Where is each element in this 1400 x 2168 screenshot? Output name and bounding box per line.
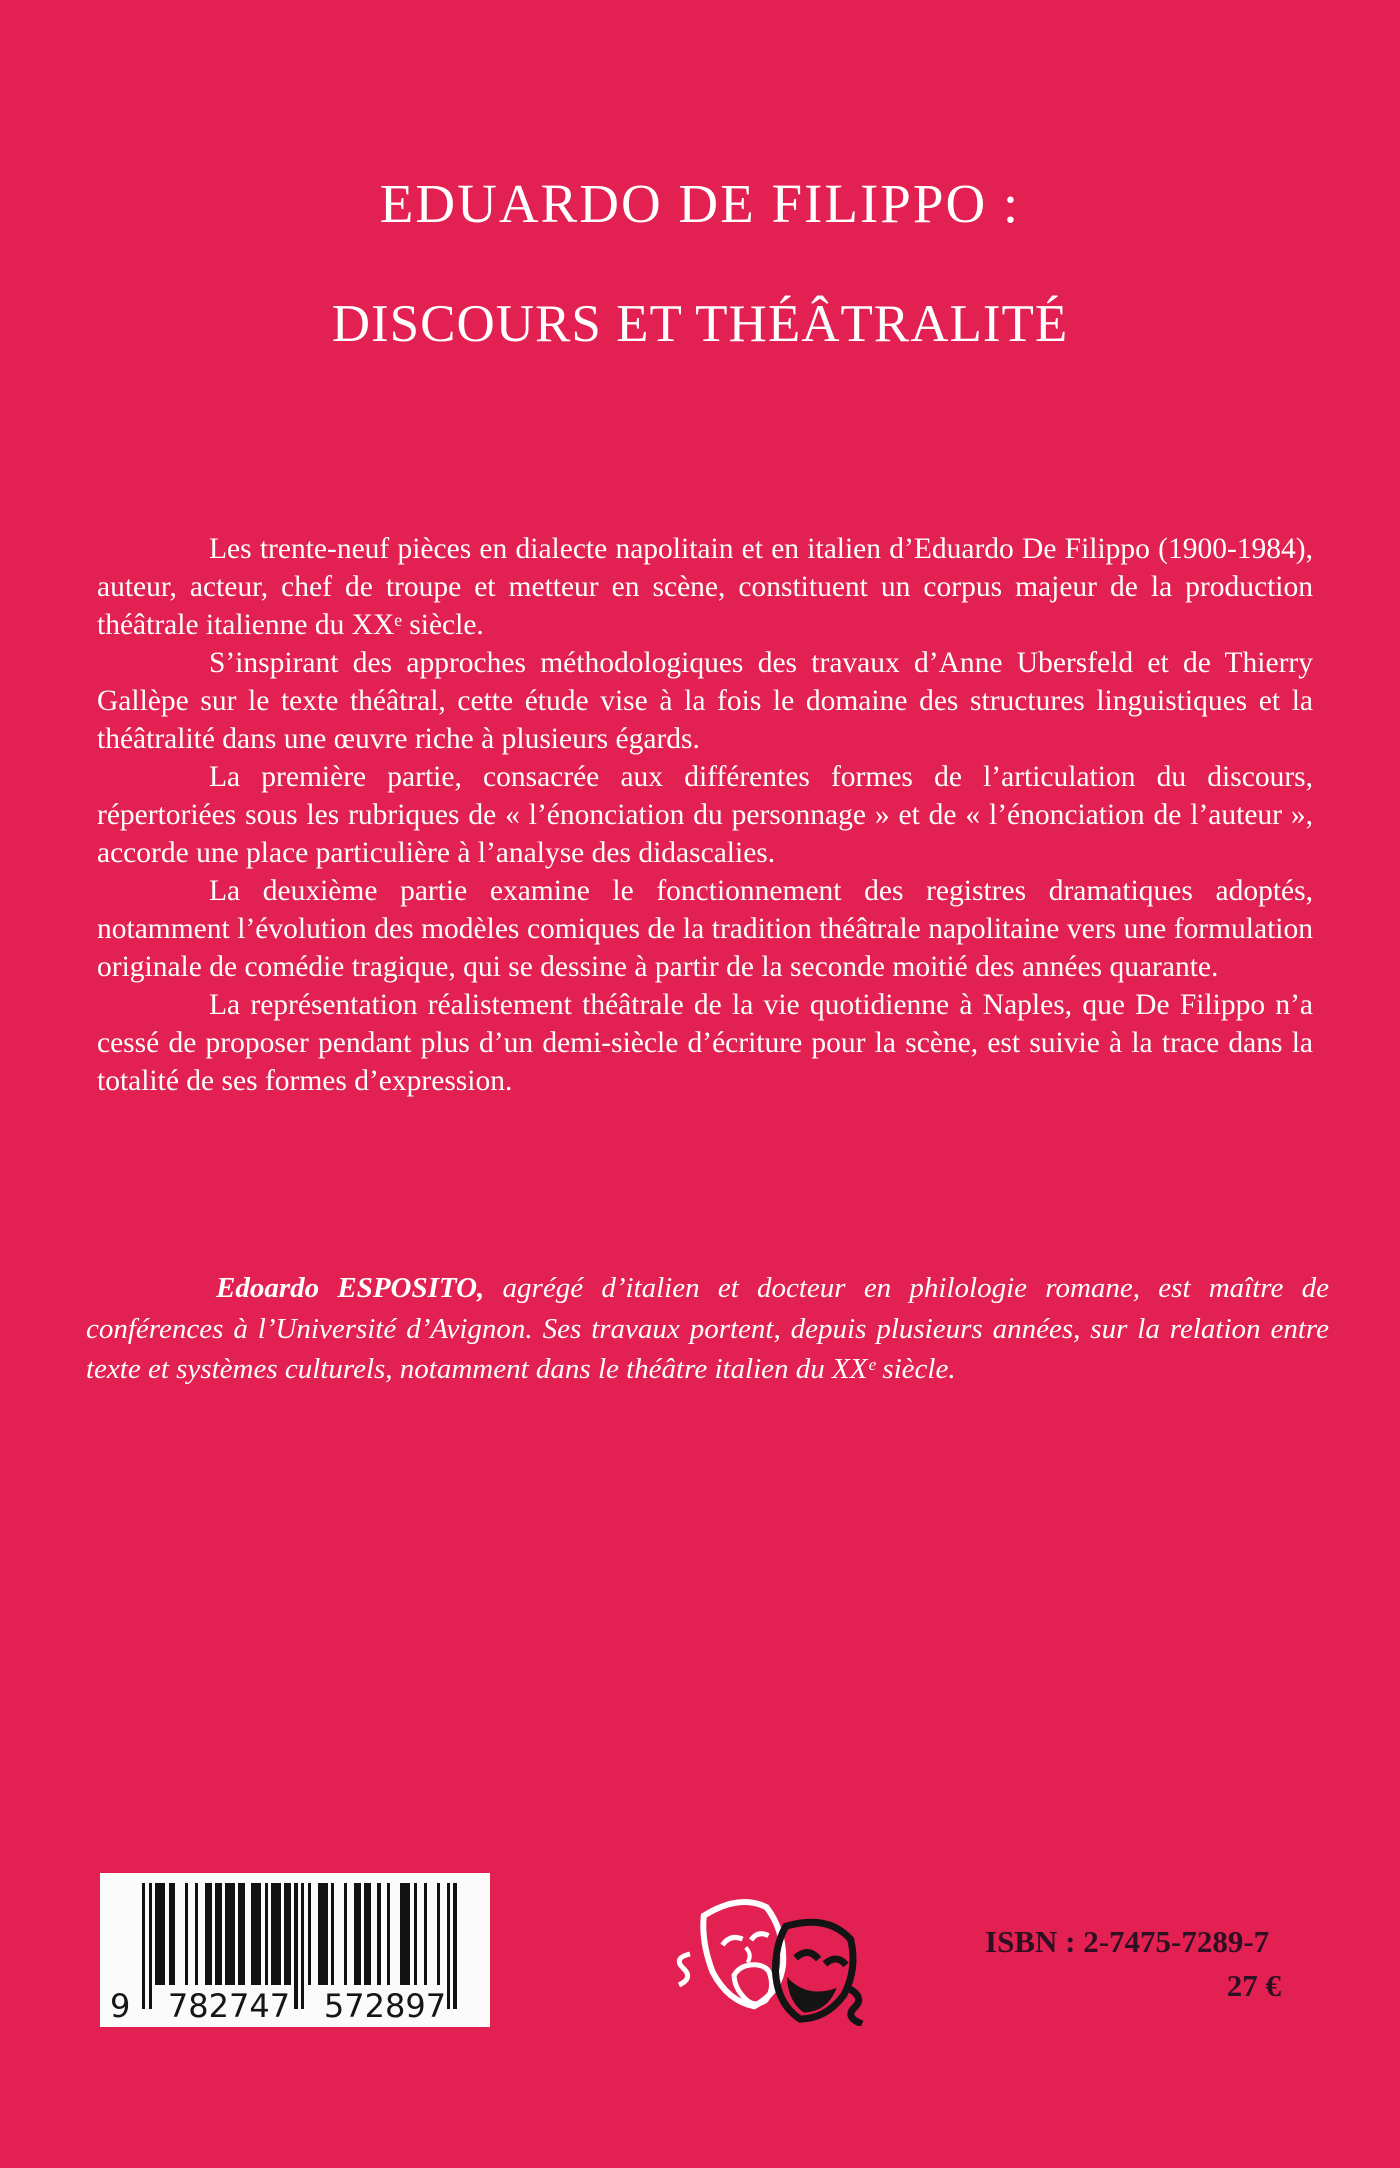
synopsis-paragraph-1: Les trente-neuf pièces en dialecte napolitain et en italien d’Eduardo De Filippo (1900-1984), auteur, acteur, chef de troupe et metteur en scène, constituent un corpus majeur de la production théâtrale italienne du XXᵉ siècle. bbox=[97, 533, 1313, 641]
author-name: Edoardo ESPOSITO, bbox=[216, 1272, 485, 1304]
author-bio-text: agrégé d’italien et docteur en philologie romane, est maître de conférences à l’Université d’Avignon. Ses travaux portent, depuis plusieurs années, sur la relation entre texte et systèmes culturels, notamment dans le théâtre italien du XXᵉ siècle. bbox=[86, 1272, 1329, 1385]
isbn-label: ISBN : 2-7475-7289-7 bbox=[985, 1924, 1270, 1959]
synopsis-paragraph-5: La représentation réalistement théâtrale de la vie quotidienne à Naples, que De Filippo n’a cessé de proposer pendant plus d’un demi-siècle d’écriture pour la scène, est suivie à la trace dans la totalité de ses formes d’expression. bbox=[97, 989, 1313, 1097]
barcode-digit-group-2: 572897 bbox=[323, 1987, 447, 2025]
barcode-digit-lead: 9 bbox=[110, 1987, 131, 2025]
comedy-tragedy-masks-icon bbox=[660, 1892, 878, 2026]
author-bio bbox=[86, 1268, 1329, 1390]
book-subtitle: DISCOURS ET THÉÂTRALITÉ bbox=[331, 295, 1069, 353]
book-title: EDUARDO DE FILIPPO : bbox=[379, 173, 1021, 234]
price-label: 27 € bbox=[1226, 1968, 1281, 2003]
synopsis-paragraph-4: La deuxième partie examine le fonctionnement des registres dramatiques adoptés, notamment l’évolution des modèles comiques de la tradition théâtrale napolitaine vers une formulation originale de comédie tragique, qui se dessine à partir de la seconde moitié des années quarante. bbox=[97, 875, 1313, 983]
barcode bbox=[100, 1873, 490, 2027]
barcode-digit-group-1: 782747 bbox=[167, 1987, 291, 2025]
barcode-digits bbox=[100, 1989, 490, 2025]
isbn-block bbox=[985, 1924, 1285, 2004]
synopsis-paragraph-3: La première partie, consacrée aux différentes formes de l’articulation du discours, répertoriées sous les rubriques de « l’énonciation du personnage » et de « l’énonciation de l’auteur », accorde une place particulière à l’analyse des didascalies. bbox=[97, 761, 1313, 869]
synopsis bbox=[97, 530, 1313, 1100]
synopsis-paragraph-2: S’inspirant des approches méthodologiques des travaux d’Anne Ubersfeld et de Thierry Gallèpe sur le texte théâtral, cette étude vise à la fois le domaine des structures linguistiques et la théâtralité dans une œuvre riche à plusieurs égards. bbox=[97, 647, 1313, 755]
